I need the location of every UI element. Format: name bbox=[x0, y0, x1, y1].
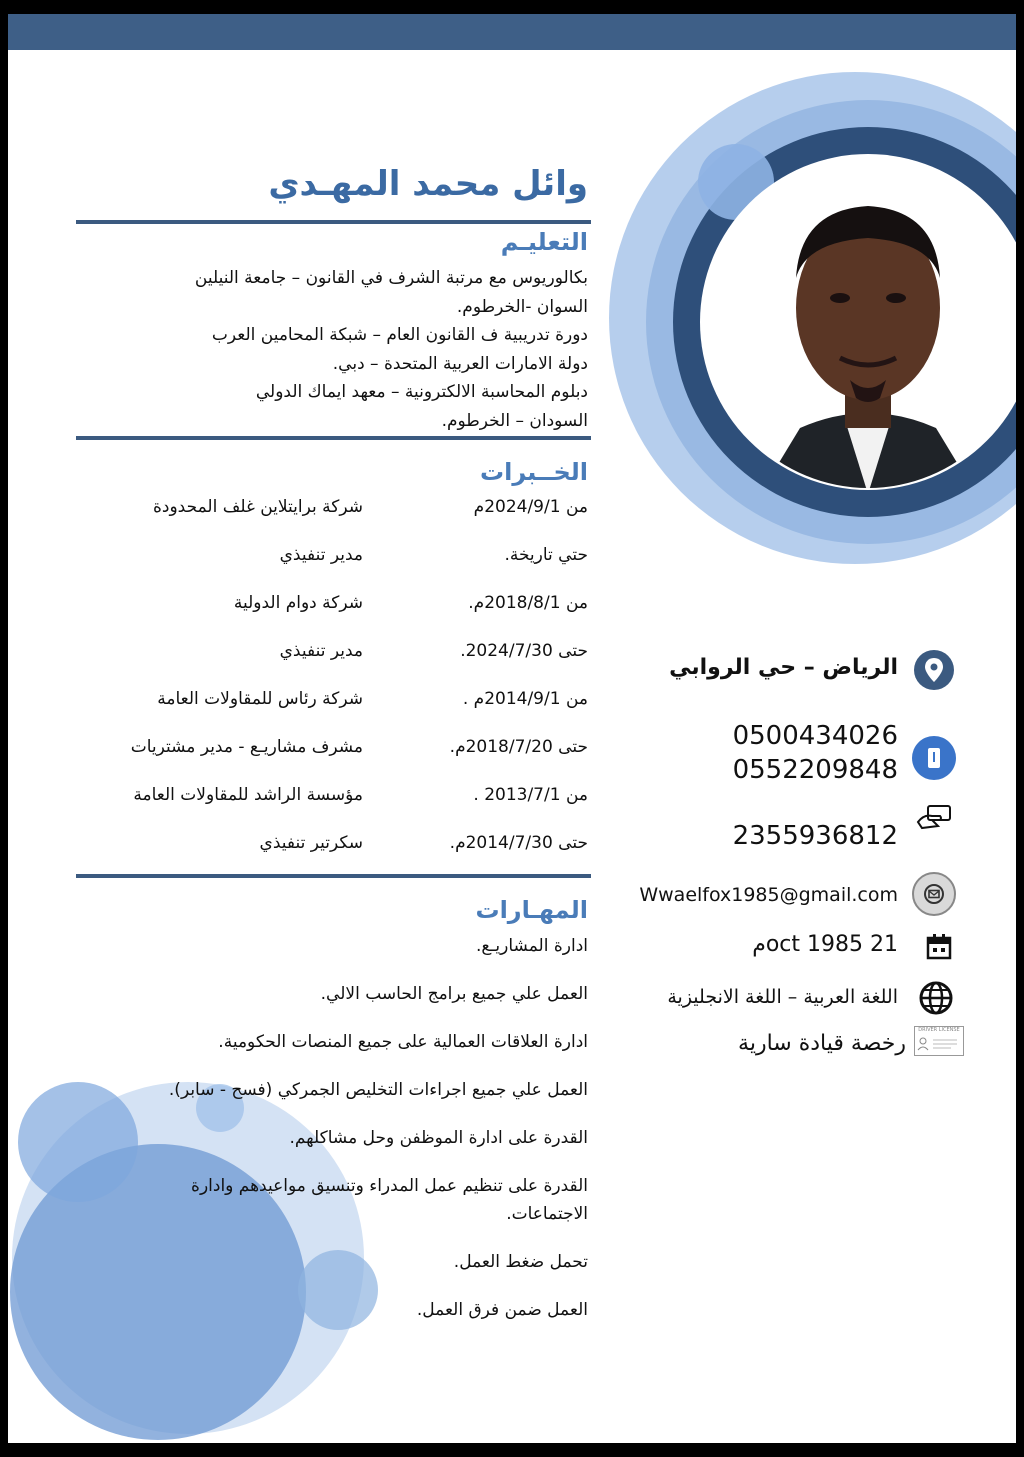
experience-title: الخــبرات bbox=[479, 458, 588, 486]
skill-item: تحمل ضغط العمل. bbox=[453, 1252, 588, 1272]
license-card-label: DRIVER LICENSE bbox=[918, 1027, 960, 1033]
experience-date: من 2013/7/1 . bbox=[473, 785, 588, 805]
email-text: Wwaelfox1985@gmail.com bbox=[639, 884, 898, 906]
license-text: رخصة قيادة سارية bbox=[738, 1031, 906, 1056]
education-line: دبلوم المحاسبة الالكترونية – معهد ايماك الدولي bbox=[255, 382, 588, 402]
experience-date: حتي تاريخة. bbox=[504, 545, 588, 565]
languages-text: اللغة العربية – اللغة الانجليزية bbox=[667, 986, 898, 1008]
education-line: بكالوريوس مع مرتبة الشرف في القانون – جامعة النيلين bbox=[194, 268, 588, 288]
divider-experience bbox=[76, 436, 591, 440]
experience-desc: شركة برايتلاين غلف المحدودة bbox=[153, 497, 363, 517]
profile-photo bbox=[700, 158, 1016, 494]
education-line: السوان -الخرطوم. bbox=[456, 296, 588, 317]
education-title: التعليـم bbox=[500, 228, 588, 256]
hand-card-icon bbox=[914, 802, 956, 832]
experience-date: من 2018/8/1م. bbox=[468, 593, 588, 613]
id-number: 2355936812 bbox=[732, 821, 898, 851]
skill-item: ادارة العلاقات العمالية على جميع المنصات الحكومية. bbox=[218, 1032, 588, 1052]
experience-date: حتى 2018/7/20م. bbox=[449, 737, 588, 757]
phone-icon bbox=[912, 736, 956, 780]
globe-icon bbox=[918, 980, 954, 1016]
experience-date: من 2014/9/1م . bbox=[462, 689, 588, 709]
education-line: السودان – الخرطوم. bbox=[441, 410, 588, 431]
experience-row bbox=[68, 492, 588, 522]
location-text: الرياض – حي الروابي bbox=[669, 655, 898, 680]
skills-list bbox=[138, 932, 588, 1344]
experience-date: حتى 2024/7/30. bbox=[460, 641, 588, 661]
license-card-icon bbox=[914, 1026, 964, 1056]
experience-row bbox=[68, 732, 588, 762]
location-pin-icon bbox=[914, 650, 954, 690]
education-list bbox=[148, 264, 588, 435]
experience-row bbox=[68, 540, 588, 570]
experience-desc: سكرتير تنفيذي bbox=[259, 833, 363, 853]
skill-item: العمل علي جميع برامج الحاسب الالي. bbox=[320, 984, 588, 1004]
calendar-icon bbox=[924, 932, 954, 962]
experience-desc: مدير تنفيذي bbox=[279, 641, 363, 661]
skill-item: العمل علي جميع اجراءات التخليص الجمركي (فسح - سابر). bbox=[168, 1080, 588, 1100]
skill-item: ادارة المشاريـع. bbox=[476, 936, 588, 956]
person-name: وائل محمد المهـدي bbox=[268, 164, 588, 204]
experience-desc: مؤسسة الراشد للمقاولات العامة bbox=[133, 785, 363, 805]
experience-row bbox=[68, 828, 588, 858]
cv-page bbox=[8, 14, 1016, 1443]
experience-row bbox=[68, 636, 588, 666]
education-line: دولة الامارات العربية المتحدة – دبي. bbox=[332, 353, 588, 374]
left-bubble bbox=[18, 1082, 138, 1202]
skill-item: القدرة على ادارة الموظفن وحل مشاكلهم. bbox=[289, 1128, 588, 1148]
phone-number-2: 0552209848 bbox=[732, 755, 898, 785]
top-banner bbox=[8, 14, 1016, 50]
experience-desc: مشرف مشاريـع - مدير مشتريات bbox=[130, 737, 363, 757]
skill-item: القدرة على تنظيم عمل المدراء وتنسيق مواعيدهم وادارة الاجتماعات. bbox=[191, 1176, 588, 1224]
divider-skills bbox=[76, 874, 591, 878]
experience-row bbox=[68, 588, 588, 618]
skills-title: المهـارات bbox=[475, 896, 588, 924]
experience-desc: شركة رئاس للمقاولات العامة bbox=[157, 689, 363, 709]
experience-row bbox=[68, 684, 588, 714]
email-icon bbox=[912, 872, 956, 916]
phone-number-1: 0500434026 bbox=[732, 721, 898, 751]
divider-education bbox=[76, 220, 591, 224]
experience-desc: شركة دوام الدولية bbox=[233, 593, 363, 613]
education-line: دورة تدريبية ف القانون العام – شبكة المحامين العرب bbox=[211, 325, 588, 345]
experience-date: حتى 2014/7/30م. bbox=[449, 833, 588, 853]
experience-desc: مدير تنفيذي bbox=[279, 545, 363, 565]
experience-date: من 2024/9/1م bbox=[473, 497, 588, 517]
skill-item: العمل ضمن فرق العمل. bbox=[416, 1300, 588, 1320]
birthdate-text: 21 oct 1985م bbox=[752, 932, 898, 957]
experience-row bbox=[68, 780, 588, 810]
